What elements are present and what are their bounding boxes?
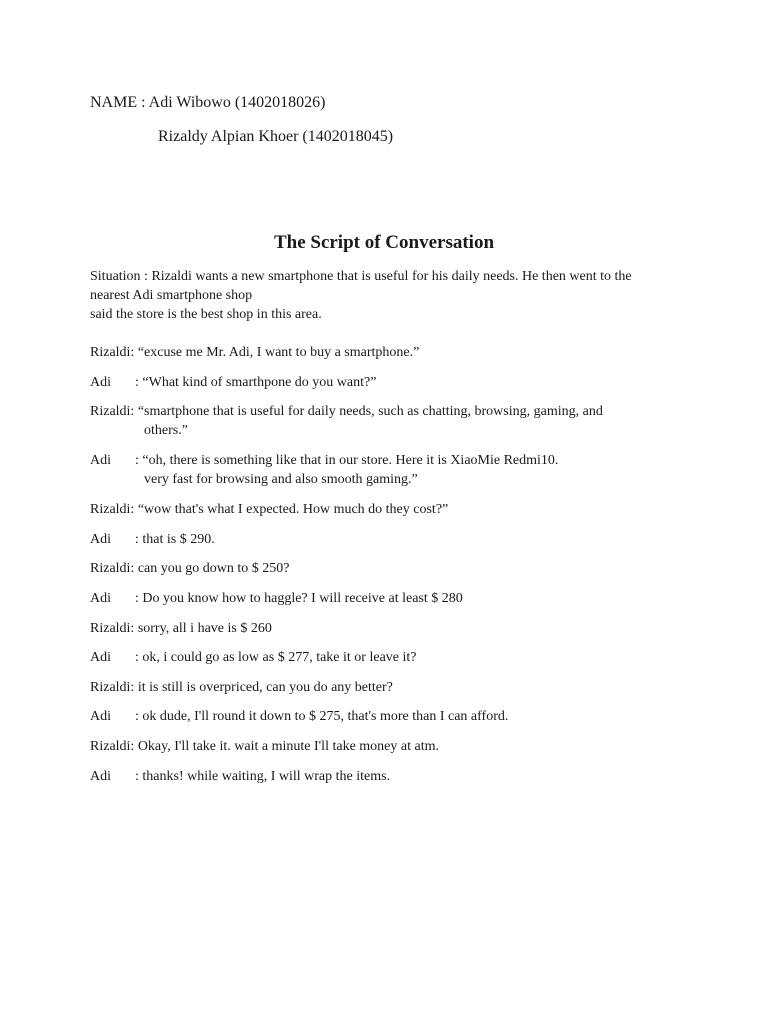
- situation-line: nearest Adi smartphone shop: [90, 288, 253, 303]
- utterance: : “What kind of smarthpone do you want?”: [135, 375, 377, 390]
- utterance: Rizaldi: “excuse me Mr. Adi, I want to buy a smartphone.”: [90, 345, 420, 360]
- situation-line: said the store is the best shop in this area.: [90, 307, 322, 322]
- speaker-label: Adi: [90, 532, 111, 547]
- speaker-label: Adi: [90, 769, 111, 784]
- utterance: Rizaldi: Okay, I'll take it. wait a minute I'll take money at atm.: [90, 739, 439, 754]
- utterance: Rizaldi: can you go down to $ 250?: [90, 561, 290, 576]
- speaker-label: Adi: [90, 591, 111, 606]
- utterance: : ok dude, I'll round it down to $ 275, that's more than I can afford.: [135, 709, 509, 724]
- utterance: Rizaldi: “smartphone that is useful for daily needs, such as chatting, browsing, gaming, and: [90, 404, 603, 419]
- speaker-label: Adi: [90, 453, 111, 468]
- speaker-label: Adi: [90, 375, 111, 390]
- utterance: Rizaldi: it is still is overpriced, can you do any better?: [90, 680, 393, 695]
- name-line-2: Rizaldy Alpian Khoer (1402018045): [158, 128, 394, 145]
- situation-line: Situation : Rizaldi wants a new smartphone that is useful for his daily needs. He then went to the: [90, 269, 632, 284]
- situation-paragraph: [90, 267, 690, 324]
- utterance-continuation: very fast for browsing and also smooth gaming.”: [144, 472, 418, 487]
- speaker-label: Adi: [90, 709, 111, 724]
- utterance: Rizaldi: “wow that's what I expected. How much do they cost?”: [90, 502, 449, 517]
- speaker-label: Adi: [90, 650, 111, 665]
- utterance: : Do you know how to haggle? I will receive at least $ 280: [135, 591, 463, 606]
- name-line-1: NAME : Adi Wibowo (1402018026): [90, 94, 326, 111]
- utterance: : ok, i could go as low as $ 277, take it or leave it?: [135, 650, 417, 665]
- utterance-continuation: others.”: [144, 423, 188, 438]
- utterance: : “oh, there is something like that in our store. Here it is XiaoMie Redmi10.: [135, 453, 559, 468]
- utterance: : thanks! while waiting, I will wrap the items.: [135, 769, 391, 784]
- utterance: : that is $ 290.: [135, 532, 215, 547]
- document-title: The Script of Conversation: [273, 232, 495, 253]
- utterance: Rizaldi: sorry, all i have is $ 260: [90, 621, 272, 636]
